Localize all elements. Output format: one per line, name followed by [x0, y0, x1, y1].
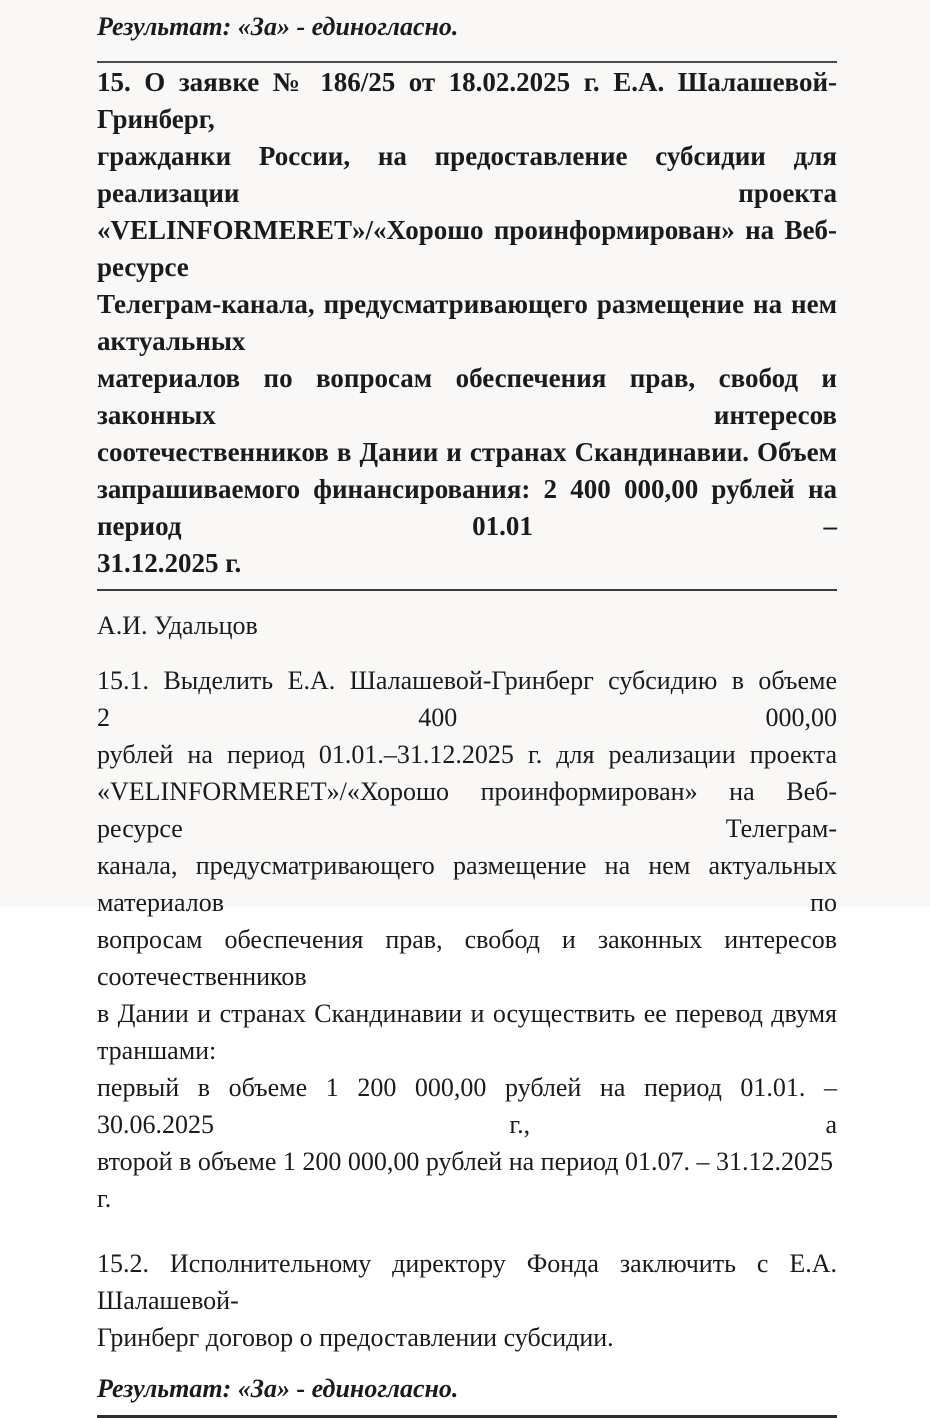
resolution-15-1-line: рублей на период 01.01.–31.12.2025 г. для реализации проекта — [97, 740, 837, 769]
signatory-name: А.И. Удальцов — [97, 611, 258, 640]
agenda-item-15-line: Телеграм-канала, предусматривающего размещение на нем актуальных — [97, 289, 837, 356]
agenda-item-15-line: 15. О заявке № 186/25 от 18.02.2025 г. Е.А. Шалашевой-Гринберг, — [97, 67, 837, 134]
resolution-15-1-line: второй в объеме 1 200 000,00 рублей на период 01.07. – 31.12.2025 г. — [97, 1147, 834, 1213]
agenda-item-15-line: «VELINFORMERET»/«Хорошо проинформирован» на Веб-ресурсе — [97, 215, 837, 282]
agenda-item-15-line: соотечественников в Дании и странах Скандинавии. Объем — [97, 437, 837, 467]
resolution-15-2-line: Гринберг договор о предоставлении субсидии. — [97, 1323, 614, 1352]
agenda-item-15-line: запрашиваемого финансирования: 2 400 000,00 рублей на период 01.01 – — [97, 474, 837, 541]
resolution-15-1-line: первый в объеме 1 200 000,00 рублей на период 01.01. – 30.06.2025 г., а — [97, 1073, 837, 1139]
agenda-item-15 — [97, 64, 837, 582]
agenda-item-15-line: материалов по вопросам обеспечения прав, свобод и законных интересов — [97, 363, 837, 430]
section-divider-middle — [97, 589, 837, 591]
resolution-15-2-line: 15.2. Исполнительному директору Фонда заключить с Е.А. Шалашевой- — [97, 1249, 837, 1315]
section-divider-top — [97, 61, 837, 63]
agenda-item-15-line: 31.12.2025 г. — [97, 548, 242, 578]
resolution-15-1-line: вопросам обеспечения прав, свобод и законных интересов соотечественников — [97, 925, 837, 991]
resolution-15-1-line: канала, предусматривающего размещение на нем актуальных материалов по — [97, 851, 837, 917]
vote-result-bottom: Результат: «За» - единогласно. — [97, 1374, 459, 1403]
agenda-item-15-line: гражданки России, на предоставление субсидии для реализации проекта — [97, 141, 837, 208]
resolution-15-1-line: в Дании и странах Скандинавии и осуществить ее перевод двумя траншами: — [97, 999, 837, 1065]
resolution-15-1-line: «VELINFORMERET»/«Хорошо проинформирован» на Веб-ресурсе Телеграм- — [97, 777, 837, 843]
resolution-item-15-2 — [97, 1245, 837, 1356]
resolution-item-15-1 — [97, 662, 837, 1217]
vote-result-top: Результат: «За» - единогласно. — [97, 12, 459, 41]
resolution-15-1-line: 15.1. Выделить Е.А. Шалашевой-Гринберг субсидию в объеме 2 400 000,00 — [97, 666, 837, 732]
